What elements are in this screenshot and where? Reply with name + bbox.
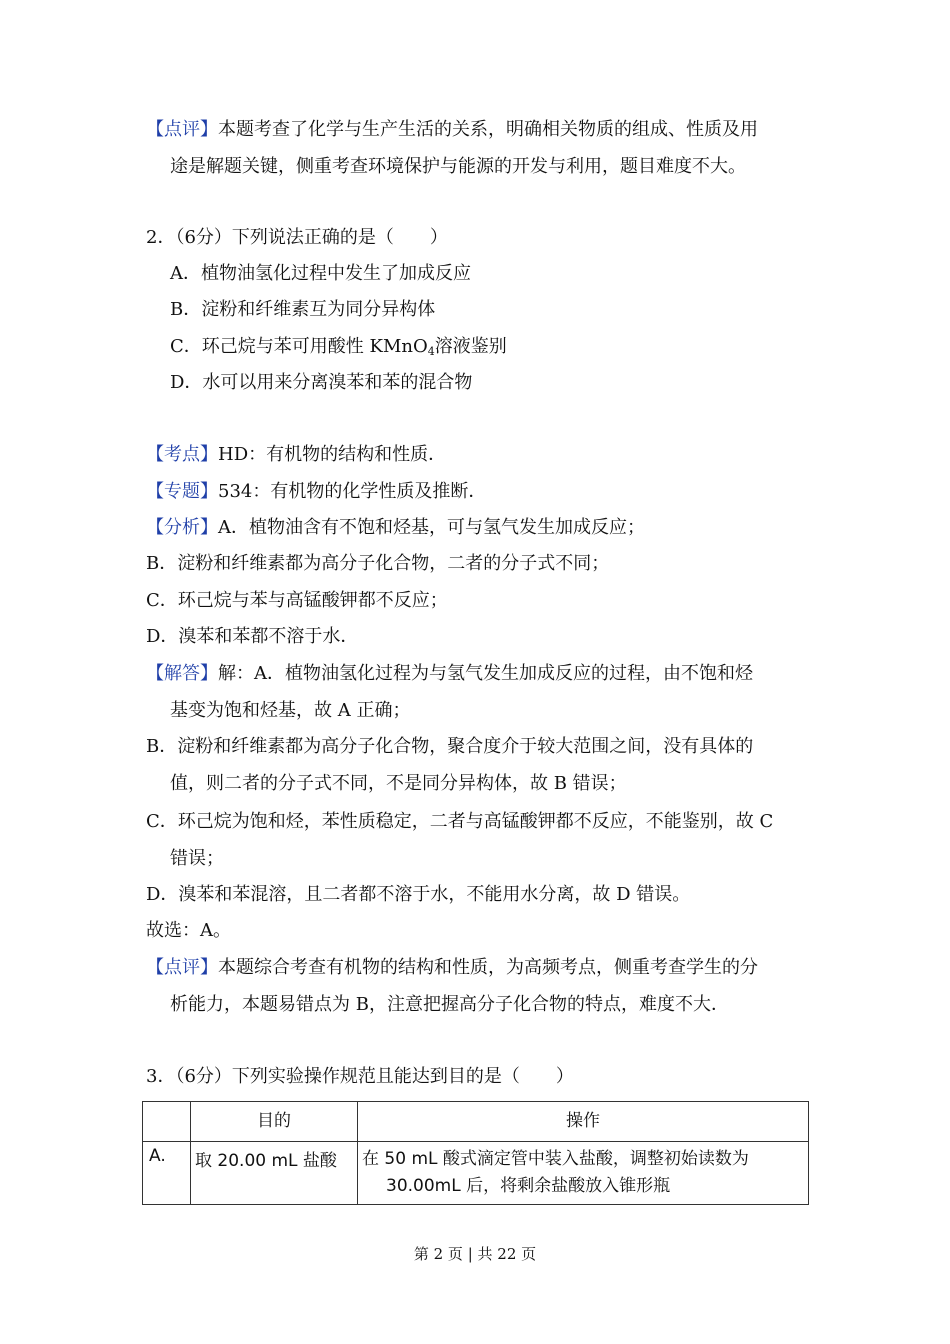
jieda-c2: 错误； — [170, 848, 224, 869]
dianping-1: 本题综合考查有机物的结构和性质，为高频考点，侧重考查学生的分 — [218, 957, 758, 978]
fenxi-a: A．植物油含有不饱和烃基，可与氢气发生加成反应； — [218, 517, 645, 538]
comment1-line2: 途是解题关键，侧重考查环境保护与能源的开发与利用，题目难度不大。 — [170, 156, 746, 177]
q2-option-c-post: 溶液鉴别 — [434, 336, 507, 357]
q3-row-a-op-line1: 在 50 mL 酸式滴定管中装入盐酸，调整初始读数为 — [362, 1149, 749, 1169]
q3-row-a-op-line2: 30.00mL 后，将剩余盐酸放入锥形瓶 — [386, 1176, 671, 1196]
q2-option-c-pre: C．环己烷与苯可用酸性 KMnO — [170, 336, 428, 357]
dianping-line — [146, 956, 758, 980]
answer: 故选：A。 — [146, 920, 231, 941]
comment1-line1 — [146, 118, 758, 142]
page-footer: 第 2 页 | 共 22 页 — [413, 1245, 537, 1263]
jieda-c1: C．环己烷为饱和烃，苯性质稳定，二者与高锰酸钾都不反应，不能鉴别，故 C — [146, 811, 774, 832]
fenxi-d: D．溴苯和苯都不溶于水． — [146, 626, 359, 647]
dianping-tag: 【点评】 — [146, 957, 218, 978]
q2-option-c — [170, 335, 507, 364]
q2-stem: 2．（6分）下列说法正确的是（ ） — [146, 227, 448, 248]
fenxi-line — [146, 516, 645, 540]
q2-option-c-sub: 4 — [427, 345, 435, 358]
q3-table — [142, 1101, 809, 1205]
fenxi-tag: 【分析】 — [146, 517, 218, 538]
jieda-tag: 【解答】 — [146, 663, 218, 684]
q3-row-a-operation — [358, 1142, 809, 1205]
q3-header-goal: 目的 — [191, 1102, 358, 1142]
q3-header-label — [143, 1102, 191, 1142]
kaodian-text: HD：有机物的结构和性质． — [218, 444, 447, 465]
q3-table-header — [143, 1102, 809, 1142]
q3-row-a-goal: 取 20.00 mL 盐酸 — [191, 1142, 358, 1205]
fenxi-b: B．淀粉和纤维素都为高分子化合物，二者的分子式不同； — [146, 553, 610, 574]
zhuanti-line — [146, 480, 486, 504]
jieda-d: D．溴苯和苯混溶，且二者都不溶于水，不能用水分离，故 D 错误。 — [146, 884, 691, 905]
jieda-b1: B．淀粉和纤维素都为高分子化合物，聚合度介于较大范围之间，没有具体的 — [146, 736, 754, 757]
fenxi-c: C．环己烷与苯与高锰酸钾都不反应； — [146, 590, 448, 611]
jieda-a2: 基变为饱和烃基，故 A 正确； — [170, 700, 411, 721]
zhuanti-text: 534：有机物的化学性质及推断． — [218, 481, 487, 502]
q3-header-operation: 操作 — [358, 1102, 809, 1142]
q2-option-a: A．植物油氢化过程中发生了加成反应 — [170, 263, 471, 284]
zhuanti-tag: 【专题】 — [146, 481, 218, 502]
comment1-tag: 【点评】 — [146, 119, 218, 140]
q2-option-d: D．水可以用来分离溴苯和苯的混合物 — [170, 372, 473, 393]
dianping-2: 析能力，本题易错点为 B，注意把握高分子化合物的特点，难度不大． — [170, 994, 729, 1015]
kaodian-tag: 【考点】 — [146, 444, 218, 465]
kaodian-line — [146, 443, 446, 467]
jieda-b2: 值，则二者的分子式不同，不是同分异构体，故 B 错误； — [170, 773, 627, 794]
comment1-text1: 本题考查了化学与生产生活的关系，明确相关物质的组成、性质及用 — [218, 119, 758, 140]
jieda-line — [146, 662, 753, 686]
q3-stem: 3．（6分）下列实验操作规范且能达到目的是（ ） — [146, 1066, 574, 1087]
q2-option-b: B．淀粉和纤维素互为同分异构体 — [170, 299, 436, 320]
table-row — [143, 1142, 809, 1205]
jieda-a1: 解：A．植物油氢化过程为与氢气发生加成反应的过程，由不饱和烃 — [218, 663, 753, 684]
q3-row-a-label: A. — [143, 1142, 191, 1205]
